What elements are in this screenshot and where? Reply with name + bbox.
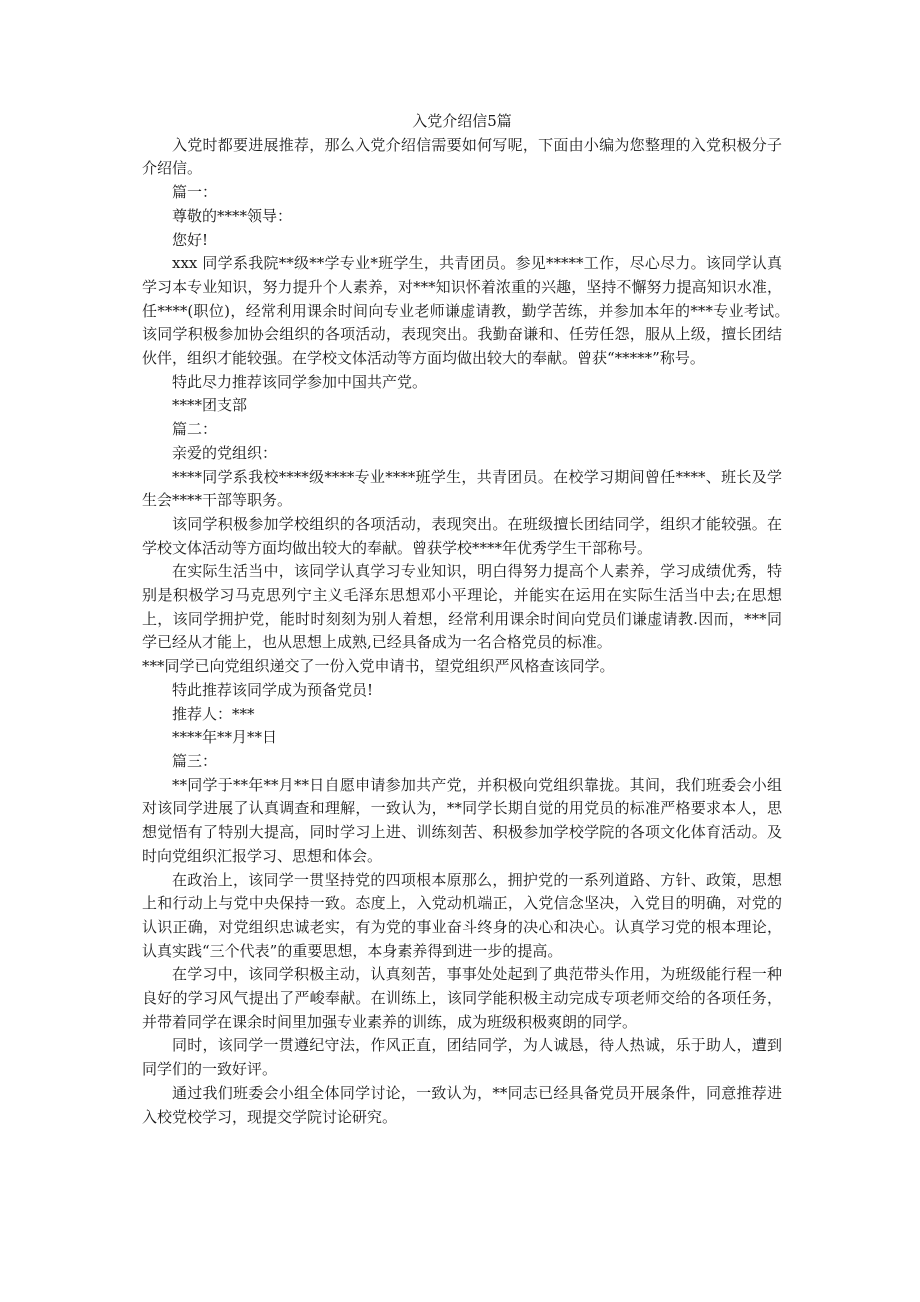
greeting: 您好! bbox=[172, 230, 209, 249]
body-paragraph: ***同学已向党组织递交了一份入党申请书，望党组织严风格查该同学。 bbox=[142, 657, 615, 676]
body-paragraph: 特此尽力推荐该同学参加中国共产党。 bbox=[172, 372, 428, 391]
body-paragraph: 特此推荐该同学成为预备党员! bbox=[172, 680, 374, 699]
intro-paragraph: 入党时都要进展推荐，那么入党介绍信需要如何写呢，下面由小编为您整理的入党积极分子介绍信。 bbox=[142, 135, 782, 178]
body-paragraph: **同学于**年**月**日自愿申请参加共产党，并积极向党组织靠拢。其间，我们班委会小组对该同学进展了认真调查和理解，一致认为，**同学长期自觉的用党员的标准严格要求本人，思想觉悟有了特别大提高，同时学习上进、训练刻苦、积极参加学校学院的各项文化体育活动。及时向党组织汇报学习、思想和体会。 bbox=[142, 775, 782, 865]
section-heading-1: 篇一： bbox=[172, 183, 218, 202]
body-paragraph: 该同学积极参加学校组织的各项活动，表现突出。在班级擅长团结同学，组织才能较强。在学校文体活动等方面均做出较大的奉献。曾获学校****年优秀学生干部称号。 bbox=[142, 514, 782, 557]
salutation: 亲爱的党组织： bbox=[172, 443, 278, 462]
signature: ****团支部 bbox=[172, 396, 248, 415]
body-paragraph: 通过我们班委会小组全体同学讨论，一致认为，**同志已经具备党员开展条件，同意推荐进入校党校学习，现提交学院讨论研究。 bbox=[142, 1083, 782, 1126]
document-page bbox=[142, 110, 813, 1129]
section-heading-2: 篇二： bbox=[172, 420, 218, 439]
document-title: 入党介绍信5篇 bbox=[412, 112, 512, 130]
section-heading-3: 篇三： bbox=[172, 751, 218, 770]
body-paragraph: 在实际生活当中，该同学认真学习专业知识，明白得努力提高个人素养，学习成绩优秀，特别是积极学习马克思列宁主义毛泽东思想邓小平理论，并能实在运用在实际生活当中去;在思想上，该同学拥护党，能时时刻刻为别人着想，经常利用课余时间向党员们谦虚请教.因而，***同学已经从才能上，也从思想上成熟,已经具备成为一名合格党员的标准。 bbox=[142, 562, 782, 652]
body-paragraph: 在学习中，该同学积极主动，认真刻苦，事事处处起到了典范带头作用，为班级能行程一种良好的学习风气提出了严峻奉献。在训练上，该同学能积极主动完成专项老师交给的各项任务，并带着同学在课余时间里加强专业素养的训练，成为班级积极爽朗的同学。 bbox=[142, 965, 782, 1031]
body-paragraph: 同时，该同学一贯遵纪守法，作风正直，团结同学，为人诚恳，待人热诚，乐于助人，遭到同学们的一致好评。 bbox=[142, 1036, 782, 1079]
body-paragraph: 在政治上，该同学一贯坚持党的四项根本原那么，拥护党的一系列道路、方针、政策，思想上和行动上与党中央保持一致。态度上，入党动机端正，入党信念坚决，入党目的明确，对党的认识正确，对党组织忠诚老实，有为党的事业奋斗终身的决心和决心。认真学习党的根本理论，认真实践“三个代表”的重要思想，本身素养得到进一步的提高。 bbox=[142, 870, 782, 960]
date: ****年**月**日 bbox=[172, 728, 278, 747]
body-paragraph: xxx 同学系我院**级**学专业*班学生，共青团员。参见*****工作，尽心尽力。该同学认真学习本专业知识，努力提升个人素养，对***知识怀着浓重的兴趣，坚持不懈努力提高知识水准，任****(职位)，经常利用课余时间向专业老师谦虚请教，勤学苦练，并参加本年的***专业考试。 该同学积极参加协会组织的各项活动，表现突出。我勤奋谦和、任劳任怨，服从上级，擅长团结伙伴，组织才能较强。在学校文体活动等方面均做出较大的奉献。曾获“*****”称号。 bbox=[142, 254, 813, 368]
recommender: 推荐人：*** bbox=[172, 704, 255, 723]
salutation: 尊敬的****领导： bbox=[172, 206, 293, 225]
body-paragraph: ****同学系我校****级****专业****班学生，共青团员。在校学习期间曾任****、班长及学生会****干部等职务。 bbox=[142, 467, 782, 510]
